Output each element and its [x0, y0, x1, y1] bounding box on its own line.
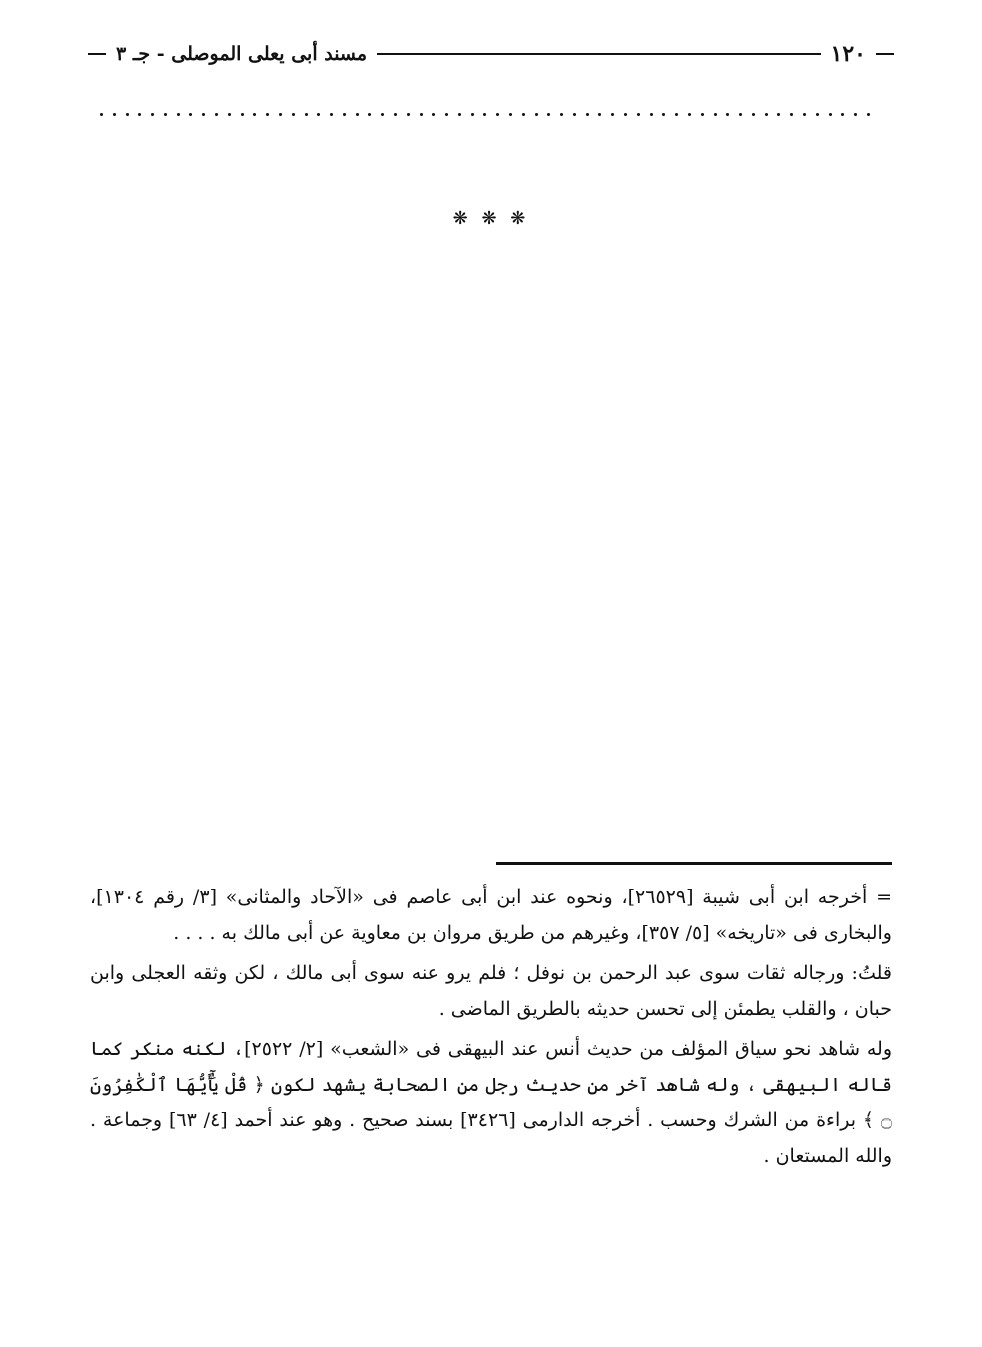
dot [701, 113, 704, 116]
dot [586, 113, 589, 116]
dot [752, 113, 755, 116]
dot [547, 113, 550, 116]
dot [867, 113, 870, 116]
dot [292, 113, 295, 116]
dot [356, 113, 359, 116]
dot [739, 113, 742, 116]
dot [841, 113, 844, 116]
dot [522, 113, 525, 116]
page-number: ١٢٠ [830, 41, 866, 67]
dot [100, 113, 103, 116]
dot [279, 113, 282, 116]
dot [266, 113, 269, 116]
dot [113, 113, 116, 116]
dot [394, 113, 397, 116]
dot [151, 113, 154, 116]
dot [803, 113, 806, 116]
dot [305, 113, 308, 116]
dot [381, 113, 384, 116]
dot [496, 113, 499, 116]
dot [777, 113, 780, 116]
section-separator: ❋ ❋ ❋ [452, 208, 530, 229]
dot [202, 113, 205, 116]
dot [816, 113, 819, 116]
book-title: مسند أبى يعلى الموصلى - جـ ٣ [116, 43, 368, 65]
dot [445, 113, 448, 116]
dot [650, 113, 653, 116]
dot [624, 113, 627, 116]
dot [458, 113, 461, 116]
dot [253, 113, 256, 116]
footnote-rule [496, 862, 892, 865]
dot [228, 113, 231, 116]
dot [432, 113, 435, 116]
dot [189, 113, 192, 116]
dot [662, 113, 665, 116]
dot [688, 113, 691, 116]
footnote-paragraph-1: = أخرجه ابن أبى شيبة [٢٦٥٢٩]، ونحوه عند ابن أبى عاصم فى «الآحاد والمثانى» [٣/ رقم ١٣٠٤]، والبخارى فى «تاريخه» [٥/ ٣٥٧]، وغيرهم من طريق مروان بن معاوية عن أبى مالك به . . . . [90, 886, 892, 944]
dot [790, 113, 793, 116]
dot [829, 113, 832, 116]
dot [573, 113, 576, 116]
dot [611, 113, 614, 116]
dot [675, 113, 678, 116]
dot [317, 113, 320, 116]
dot [726, 113, 729, 116]
dot [714, 113, 717, 116]
header-rule [377, 53, 820, 55]
dot [138, 113, 141, 116]
footnote-paragraph-3: وله شاهد نحو سياق المؤلف من حديث أنس عند البيهقى فى «الشعب» [٢/ ٢٥٢٢]، لكنه منكر كما قاله البيهقى ، وله شاهد آخر من حديث رجل من الصحابة يشهد لكون ﴿ قُلْ يَٰٓأَيُّهَا ٱلْكَٰفِرُونَ ۝ ﴾ براءة من الشرك وحسب . أخرجه الدارمى [٣٤٢٦] بسند صحيح . وهو عند أحمد [٤/ ٦٣] وجماعة . والله المستعان . [90, 1038, 892, 1167]
dot [368, 113, 371, 116]
dot [126, 113, 129, 116]
dot [483, 113, 486, 116]
header-dash-right [876, 53, 894, 55]
dotted-line [100, 104, 870, 124]
header-dash-left [88, 53, 106, 55]
running-header [88, 34, 894, 74]
dot [598, 113, 601, 116]
dot [420, 113, 423, 116]
dot [241, 113, 244, 116]
footnotes [90, 880, 892, 1174]
dot [407, 113, 410, 116]
dot [560, 113, 563, 116]
dot [637, 113, 640, 116]
dot [765, 113, 768, 116]
dot [854, 113, 857, 116]
dot [215, 113, 218, 116]
dot [471, 113, 474, 116]
dot [535, 113, 538, 116]
dot [164, 113, 167, 116]
footnote-paragraph-2: قلتُ: ورجاله ثقات سوى عبد الرحمن بن نوفل ؛ فلم يرو عنه سوى أبى مالك ، لكن وثقه العجلى وابن حبان ، والقلب يطمئن إلى تحسن حديثه بالطريق الماضى . [90, 962, 892, 1020]
dot [343, 113, 346, 116]
dot [330, 113, 333, 116]
dot [177, 113, 180, 116]
dot [509, 113, 512, 116]
